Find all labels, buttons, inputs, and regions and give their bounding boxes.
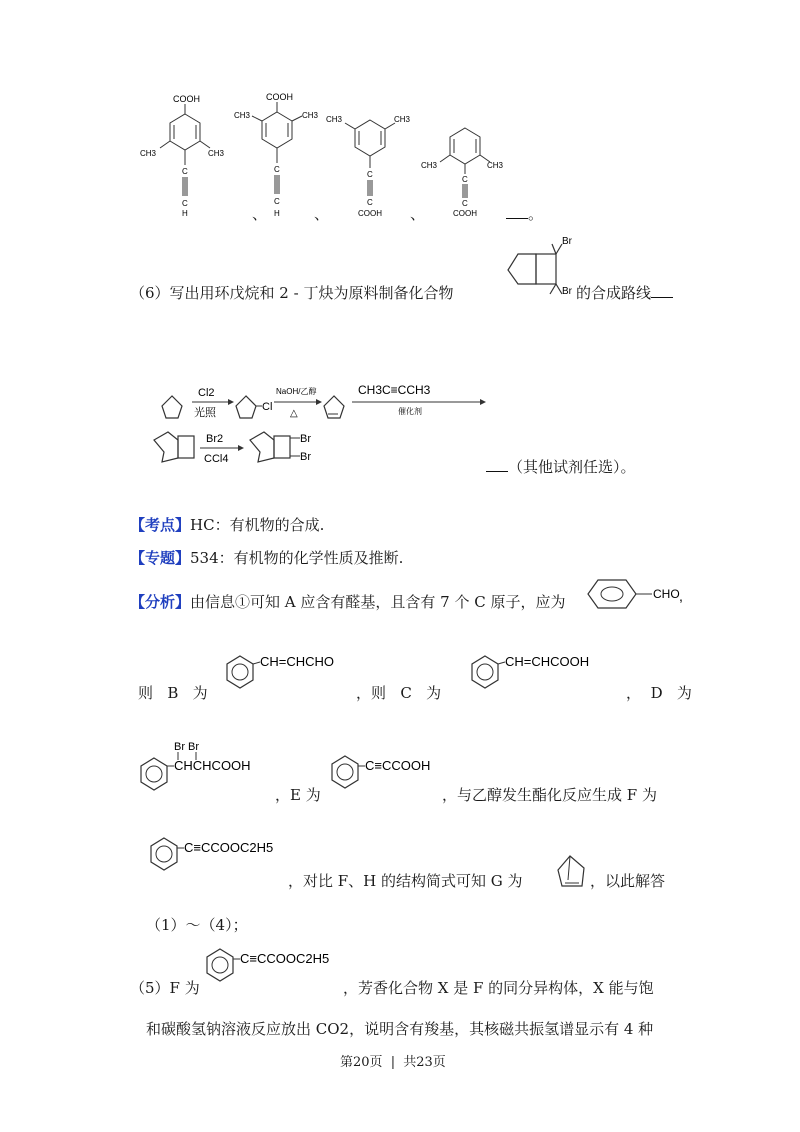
page-number: 第20页 [340, 1055, 383, 1070]
route-reagent: CH3C≡CCH3 [358, 383, 431, 397]
route-light: 光照 [194, 407, 216, 419]
svg-text:C: C [182, 199, 188, 208]
zhuanti-line [130, 547, 403, 568]
d-br-labels: Br Br [174, 741, 200, 753]
question-range: （1）～（4）； [146, 916, 248, 934]
route-cl2: Cl2 [198, 387, 215, 399]
svg-text:C: C [367, 170, 373, 179]
route-prod-br1: Br [300, 433, 311, 445]
compare-text: ，对比 F、H 的结构简式可知 G 为 [288, 872, 523, 890]
isomer-structure-2 [232, 88, 322, 218]
isomer2-right: CH3 [302, 111, 319, 120]
synthesis-route [140, 368, 500, 478]
compound-b-structure [220, 652, 360, 692]
fenxi-tag: 【分析】 [130, 593, 191, 611]
separator: 、 [314, 205, 330, 223]
svg-text:C: C [462, 199, 468, 208]
svg-text:C: C [462, 175, 468, 184]
svg-text:,: , [679, 588, 683, 604]
q5-prefix: （5）F 为 [130, 979, 200, 997]
svg-text:C: C [274, 165, 280, 174]
isomer2-bottom: H [274, 209, 280, 218]
fenxi-line [130, 591, 565, 612]
line-c-label: ，则 C 为 [356, 684, 442, 702]
route-naoh: NaOH/乙醇 [276, 387, 317, 396]
answer-blank [651, 285, 673, 298]
route-prod-br2: Br [300, 451, 311, 463]
compound-d-structure [138, 738, 288, 798]
last-line: 和碳酸氢钠溶液反应放出 CO2，说明含有羧基，其核磁共振氢谱显示有 4 种 [146, 1020, 654, 1038]
compound-g-structure [554, 850, 590, 894]
answer-blank [486, 459, 508, 472]
esterification-text: ，与乙醇发生酯化反应生成 F 为 [442, 786, 657, 804]
isomer-structure-4 [415, 118, 515, 223]
kaodian-line [130, 514, 324, 535]
isomer1-right: CH3 [208, 149, 225, 158]
d-formula: CHCHCOOH [174, 758, 251, 773]
c-formula: CH=CHCOOH [505, 654, 590, 669]
zhuanti-tag: 【专题】 [130, 549, 191, 567]
line-d-label: ， D 为 [626, 684, 692, 702]
cho-label: CHO [653, 587, 680, 601]
br-label-top: Br [562, 236, 572, 247]
line-b: 则 B 为 [138, 684, 208, 702]
isomer1-left: CH3 [140, 149, 157, 158]
isomer-structure-1 [140, 90, 230, 220]
svg-text:C: C [367, 198, 373, 207]
route-note: （其他试剂任选）。 [486, 456, 636, 477]
kaodian-text: HC：有机物的合成. [190, 516, 325, 534]
question-6-tail: 的合成路线 [576, 282, 673, 303]
svg-text:C: C [274, 197, 280, 206]
route-cl: Cl [262, 401, 273, 413]
e-label: ，E 为 [275, 786, 321, 804]
svg-text:C: C [182, 167, 188, 176]
target-compound-structure [500, 232, 575, 302]
isomer1-bottom: H [182, 209, 188, 218]
isomer4-right: CH3 [487, 161, 504, 170]
isomer3-bottom: COOH [358, 209, 382, 218]
separator: 、 [252, 205, 268, 223]
isomer4-left: CH3 [421, 161, 438, 170]
answer-blank [506, 206, 528, 219]
footer-sep: | [390, 1055, 396, 1070]
route-br2: Br2 [206, 433, 224, 445]
f-formula: C≡CCOOC2H5 [184, 840, 274, 855]
route-catalyst: 催化剂 [398, 407, 422, 416]
kaodian-tag: 【考点】 [130, 516, 191, 534]
isomer3-right: CH3 [394, 115, 411, 124]
compound-f-structure [144, 834, 304, 874]
isomer2-left: CH3 [234, 111, 251, 120]
page-footer [340, 1051, 446, 1070]
benzaldehyde-structure [580, 574, 690, 614]
q5-text: ，芳香化合物 X 是 F 的同分异构体，X 能与饱 [343, 979, 654, 997]
isomer2-top: COOH [266, 92, 293, 102]
isomer3-left: CH3 [326, 115, 343, 124]
answer-text: ，以此解答 [590, 872, 666, 890]
route-delta: △ [290, 408, 298, 419]
question-6-text: （6）写出用环戊烷和 2 - 丁炔为原料制备化合物 [130, 284, 454, 302]
isomer4-bottom: COOH [453, 209, 477, 218]
isomer1-top: COOH [173, 94, 200, 104]
e-formula: C≡CCOOH [365, 758, 431, 773]
isomer-structure-3 [320, 110, 420, 225]
b-formula: CH=CHCHO [260, 654, 335, 669]
compound-c-structure [465, 652, 615, 692]
f-formula-2: C≡CCOOC2H5 [240, 951, 330, 966]
zhuanti-text: 534：有机物的化学性质及推断. [190, 549, 404, 567]
period: 。 [528, 205, 544, 223]
br-label-bottom: Br [562, 286, 572, 297]
route-ccl4: CCl4 [204, 453, 229, 465]
page-total: 共23页 [403, 1055, 446, 1070]
fenxi-text: 由信息①可知 A 应含有醛基，且含有 7 个 C 原子，应为 [190, 593, 566, 611]
separator: 、 [410, 205, 426, 223]
